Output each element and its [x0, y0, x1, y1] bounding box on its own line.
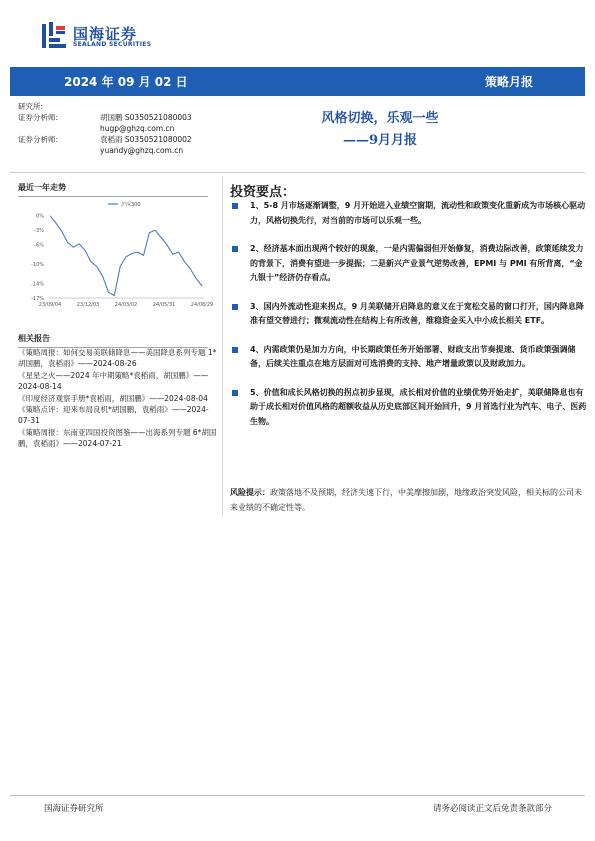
- related-report-link[interactable]: 《印度经济观察手册*袁稻雨，胡国鹏》——2024-08-04: [18, 393, 208, 403]
- related-report-link[interactable]: 《策略周报：东南亚四国投资图鉴——出海系列专题 6*胡国鹏，袁稻雨》——2024-07-21: [18, 427, 217, 449]
- risk-warning: [230, 486, 582, 515]
- investment-points: [230, 199, 587, 443]
- report-title: [270, 108, 490, 152]
- trend-chart-svg: [18, 198, 214, 314]
- header-banner: [10, 67, 585, 96]
- footer-disclaimer[interactable]: 请务必阅读正文后免责条款部分: [432, 804, 552, 814]
- logo-mark-icon: [41, 22, 67, 50]
- y-tick-label: -14%: [31, 281, 44, 288]
- square-bullet-icon: [232, 304, 238, 310]
- analyst-row: [18, 145, 218, 156]
- report-type: 策略月报: [484, 75, 533, 89]
- y-tick-label: -17%: [31, 296, 44, 302]
- series-line-hs300: [50, 216, 202, 296]
- y-tick-label: -10%: [31, 262, 44, 269]
- y-tick-label: 0%: [36, 213, 44, 220]
- analyst-info: [18, 101, 218, 156]
- related-report-link[interactable]: 《星星之火——2024 年中期策略*袁稻雨，胡国鹏》——2024-08-14: [18, 370, 209, 392]
- investment-point: [230, 300, 587, 329]
- related-heading: 相关报告: [18, 333, 208, 348]
- investment-point: [230, 343, 587, 372]
- analyst-value: 袁稻雨 S0350521080002: [100, 135, 192, 144]
- square-bullet-icon: [232, 246, 238, 252]
- column-divider: [222, 176, 223, 516]
- logo-chinese-name: 国海证券: [73, 25, 138, 43]
- investment-point-text: 5、价值和成长风格切换的拐点初步显现，成长相对价值的业绩优势开始走扩，美联储降息也有助于成长相对价值风格的超额收益从历史底部区间开始回升，9 月首选行业为汽车、电子、医药生物。: [250, 387, 587, 426]
- analyst-row: [18, 123, 218, 134]
- analyst-row: [18, 134, 218, 145]
- x-tick-label: 24/03/02: [114, 302, 138, 308]
- risk-label: 风险提示：: [230, 488, 270, 497]
- related-report-link[interactable]: 《策略点评：迎来布局良机*胡国鹏，袁稻雨》——2024-07-31: [18, 405, 209, 426]
- analyst-label: 证券分析师:: [18, 113, 59, 122]
- trend-heading: 最近一年走势: [18, 182, 208, 197]
- legend-label: 沪深300: [121, 202, 141, 208]
- investment-point-text: 3、国内外流动性迎来拐点，9 月美联储开启降息的意义在于宽松交易的窗口打开，国内降息降准有望交替进行；微观流动性在结构上有所改善，维稳资金买入中小成长相关 ETF。: [250, 301, 584, 325]
- y-tick-label: -3%: [34, 228, 44, 235]
- analyst-email[interactable]: hugp@ghzq.com.cn: [100, 124, 175, 133]
- analyst-email[interactable]: yuandy@ghzq.com.cn: [100, 146, 184, 155]
- investment-point: [230, 242, 587, 286]
- x-tick-label: 23/09/04: [38, 302, 62, 308]
- y-tick-label: -6%: [34, 242, 44, 249]
- x-tick-label: 24/08/29: [190, 302, 214, 308]
- x-tick-label: 23/12/03: [76, 302, 100, 308]
- report-title-line1: 风格切换，乐观一些: [321, 111, 439, 126]
- x-tick-label: 24/05/31: [152, 302, 176, 308]
- square-bullet-icon: [232, 347, 238, 353]
- square-bullet-icon: [232, 203, 238, 209]
- report-title-line2: ——9月月报: [342, 133, 418, 148]
- analyst-label: 研究所:: [18, 102, 44, 111]
- logo-english-name: SEALAND SECURITIES: [73, 41, 152, 48]
- square-bullet-icon: [232, 390, 238, 396]
- investment-point-text: 1、5-8 月市场逐渐调整，9 月开始进入业绩空窗期，流动性和政策变化重新成为市场核心驱动力，风格切换先行，对当前的市场可以乐观一些。: [250, 201, 586, 225]
- investment-point: [230, 199, 587, 228]
- investment-point: [230, 386, 587, 430]
- risk-text: 政策落地不及预期，经济失速下行，中美摩擦加剧，地缘政治突发风险，相关标的公司未来业绩的不确定性等。: [230, 488, 582, 512]
- analyst-row: [18, 101, 218, 112]
- related-reports-list: [18, 347, 218, 450]
- company-logo: [41, 22, 161, 52]
- investment-point-text: 2、经济基本面出现两个较好的现象，一是内需偏弱但开始修复，消费边际改善，政策延续发力的背景下，消费有望进一步提振；二是新兴产业景气逆势改善，EPMI 与 PMI 有所背离，“金九银十”经济仍存看点。: [250, 244, 584, 282]
- related-report-link[interactable]: 《策略周报：如何交易美联储降息——美国降息系列专题 1*胡国鹏，袁稻雨》——2024-08-26: [18, 348, 217, 369]
- trend-chart: [18, 198, 214, 314]
- analyst-label: 证券分析师:: [18, 135, 59, 144]
- investment-point-text: 4、内需政策仍是加力方向，中长期政策任务开始部署、财政支出节奏提速、货币政策强调储备，后续关注重点在地方层面对可选消费的支持、地产增量政策以及财政加力。: [250, 344, 576, 368]
- investment-heading: 投资要点：: [230, 185, 296, 200]
- analyst-row: [18, 112, 218, 123]
- footer-divider: [10, 795, 585, 796]
- footer-institute: 国海证券研究所: [44, 804, 104, 814]
- divider: [10, 172, 585, 173]
- analyst-value: 胡国鹏 S0350521080003: [100, 113, 192, 122]
- report-date: 2024 年 09 月 02 日: [64, 75, 188, 89]
